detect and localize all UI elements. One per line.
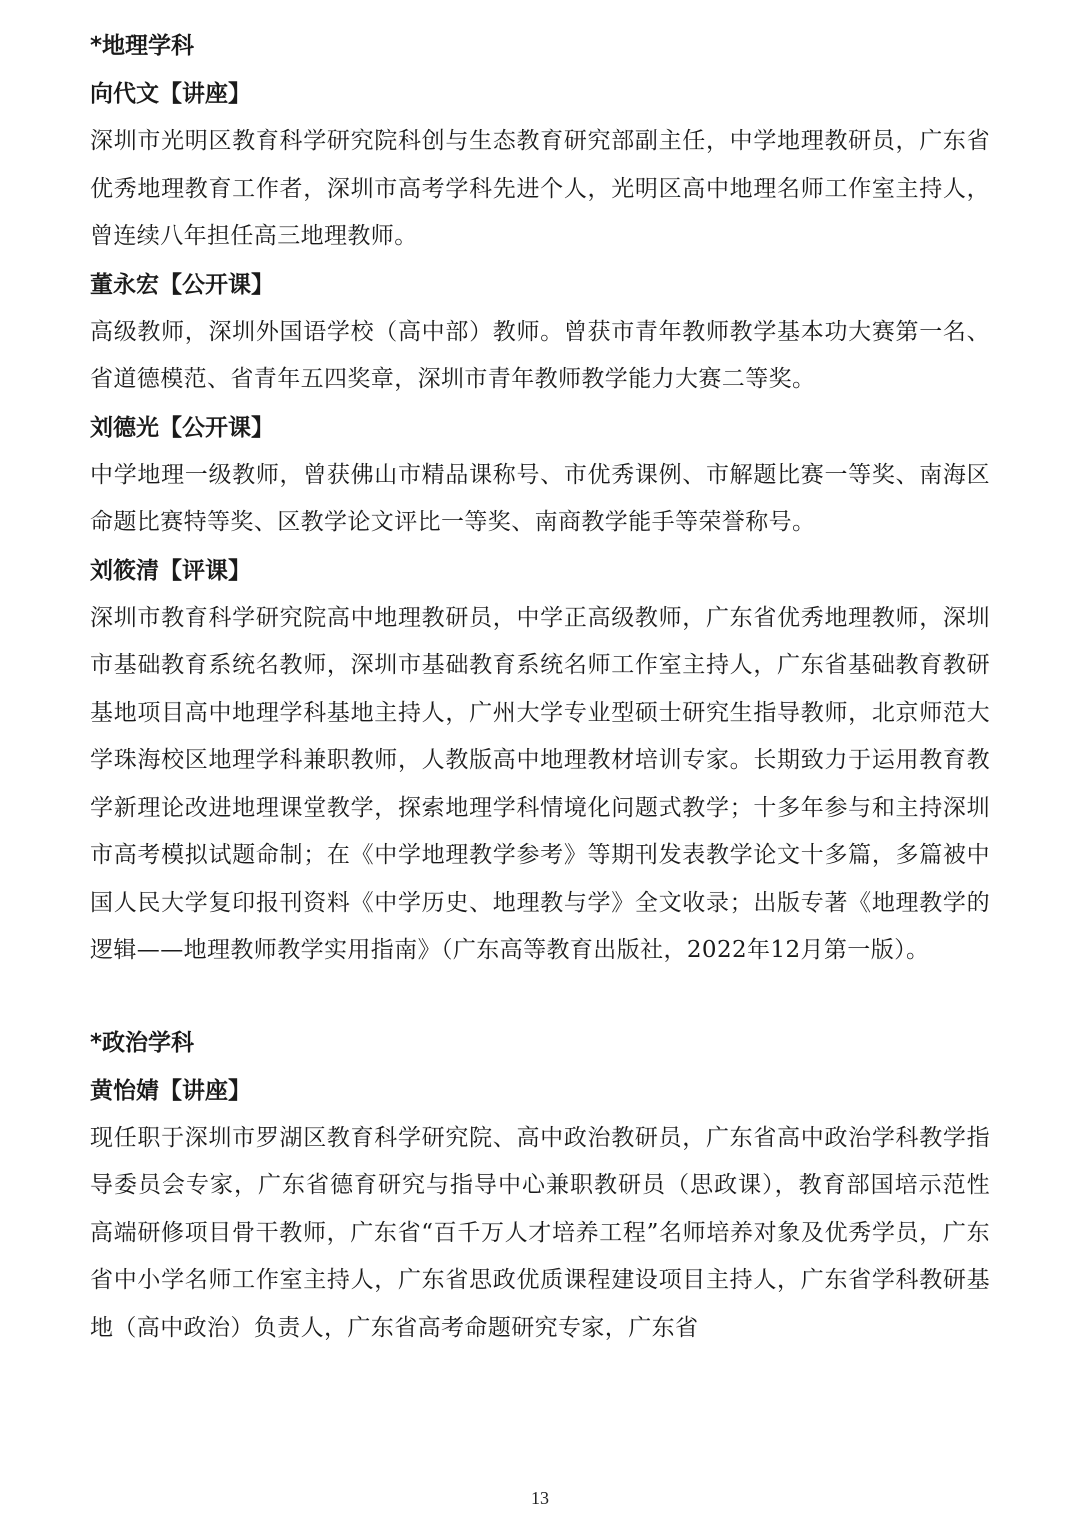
person-name: 刘筱清【评课】 (90, 557, 251, 584)
section-spacer (90, 975, 990, 1019)
document-page (90, 22, 990, 1352)
person-entry (90, 70, 990, 261)
person-entry (90, 1067, 990, 1353)
person-bio: 深圳市光明区教育科学研究院科创与生态教育研究部副主任，中学地理教研员，广东省优秀地理教育工作者，深圳市高考学科先进个人，光明区高中地理名师工作室主持人，曾连续八年担任高三地理教师。 (90, 128, 990, 249)
person-bio: 高级教师，深圳外国语学校（高中部）教师。曾获市青年教师教学基本功大赛第一名、省道德模范、省青年五四奖章，深圳市青年教师教学能力大赛二等奖。 (90, 318, 990, 392)
person-entry (90, 547, 990, 975)
person-bio: 深圳市教育科学研究院高中地理教研员，中学正高级教师，广东省优秀地理教师，深圳市基础教育系统名教师，深圳市基础教育系统名师工作室主持人，广东省基础教育教研基地项目高中地理学科基地主持人，广州大学专业型硕士研究生指导教师，北京师范大学珠海校区地理学科兼职教师，人教版高中地理教材培训专家。长期致力于运用教育教学新理论改进地理课堂教学，探索地理学科情境化问题式教学；十多年参与和主持深圳市高考模拟试题命制；在《中学地理教学参考》等期刊发表教学论文十多篇，多篇被中国人民大学复印报刊资料《中学历史、地理教与学》全文收录；出版专著《地理教学的逻辑——地理教师教学实用指南》（广东高等教育出版社，2022年12月第一版）。 (90, 604, 990, 963)
person-entry (90, 261, 990, 404)
person-name: 刘德光【公开课】 (90, 414, 274, 441)
person-name: 董永宏【公开课】 (90, 271, 274, 298)
section-politics (90, 1019, 990, 1353)
person-bio: 现任职于深圳市罗湖区教育科学研究院、高中政治教研员，广东省高中政治学科教学指导委员会专家，广东省德育研究与指导中心兼职教研员（思政课），教育部国培示范性高端研修项目骨干教师，广东省“百千万人才培养工程”名师培养对象及优秀学员，广东省中小学名师工作室主持人，广东省思政优质课程建设项目主持人，广东省学科教研基地（高中政治）负责人，广东省高考命题研究专家，广东省 (90, 1124, 990, 1341)
person-name: 黄怡婧【讲座】 (90, 1077, 251, 1104)
section-heading: *政治学科 (90, 1029, 195, 1056)
person-bio: 中学地理一级教师，曾获佛山市精品课称号、市优秀课例、市解题比赛一等奖、南海区命题比赛特等奖、区教学论文评比一等奖、南商教学能手等荣誉称号。 (90, 461, 990, 535)
page-number: 13 (531, 1488, 549, 1508)
section-geography (90, 22, 990, 975)
person-entry (90, 404, 990, 547)
section-heading: *地理学科 (90, 33, 195, 59)
person-name: 向代文【讲座】 (90, 81, 251, 107)
